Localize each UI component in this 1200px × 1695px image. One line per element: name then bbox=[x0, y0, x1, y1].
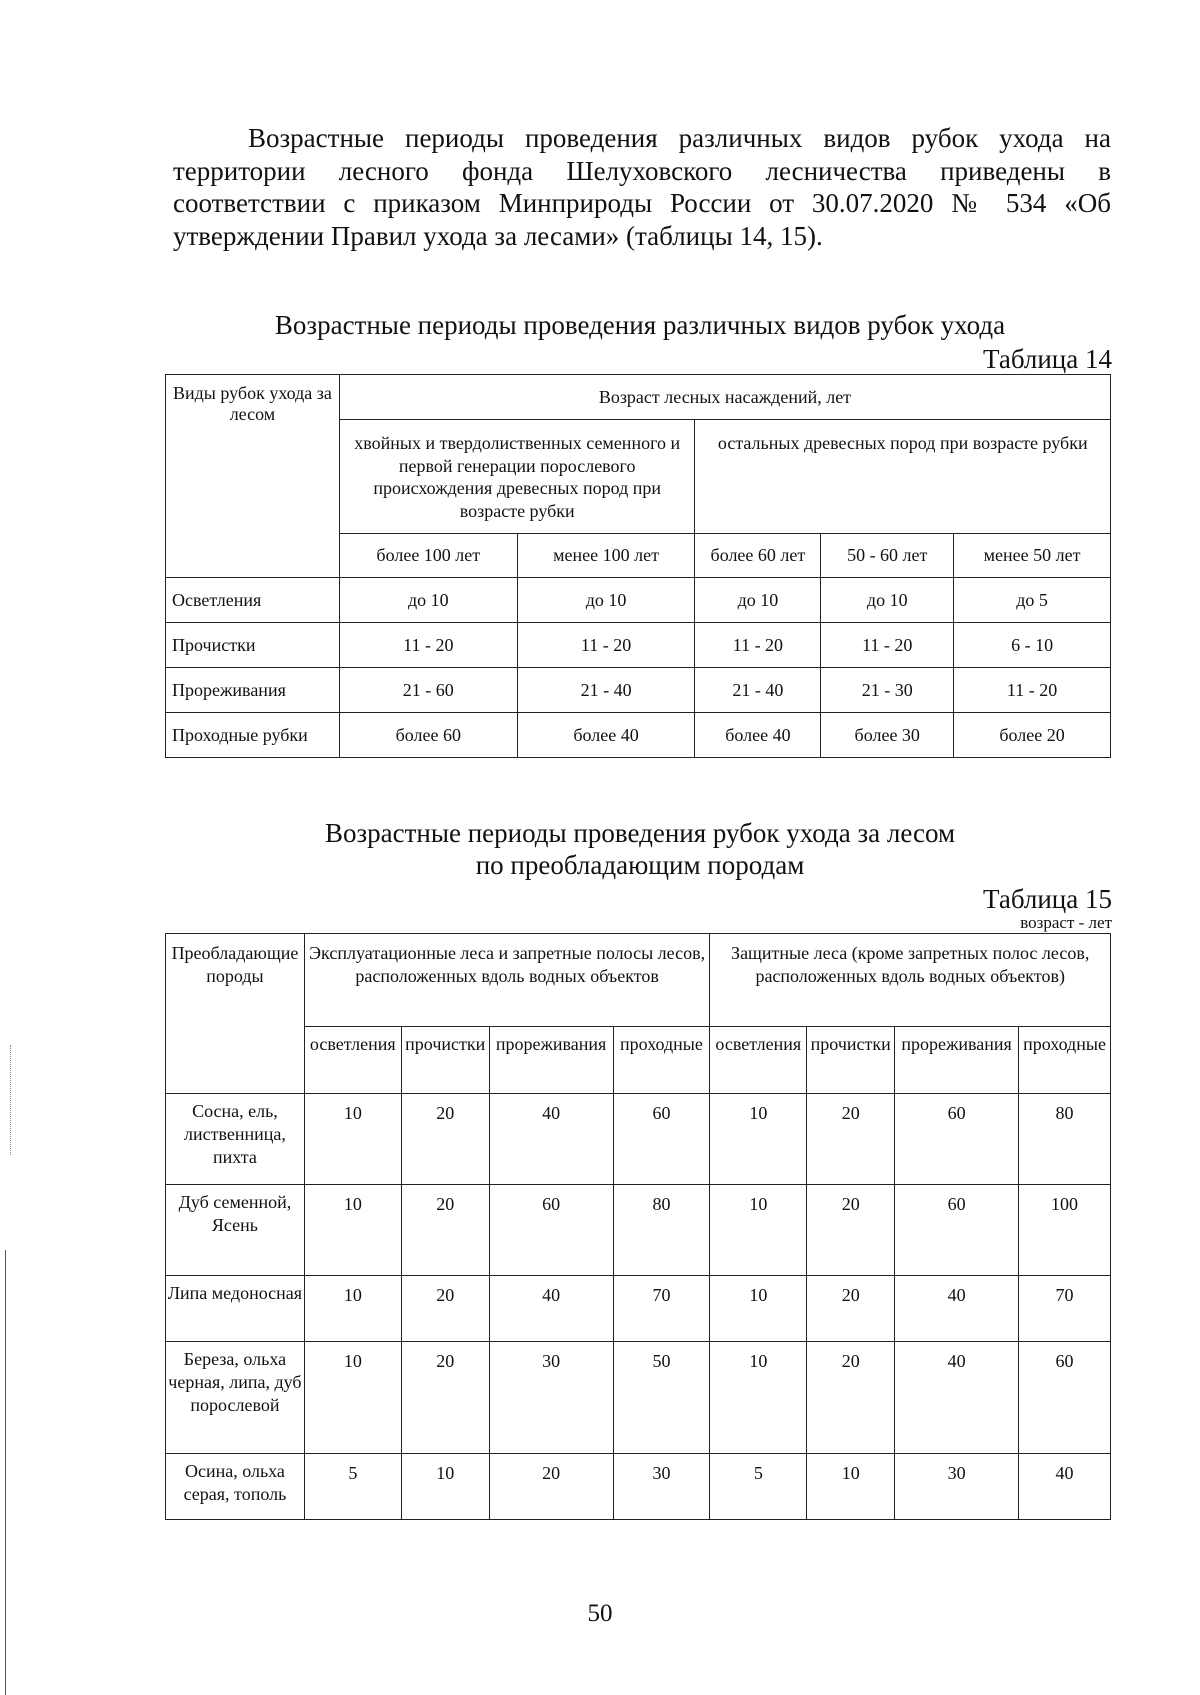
table15-col1-header: Преобладающие породы bbox=[166, 934, 305, 1094]
table14-subheader: менее 50 лет bbox=[954, 534, 1111, 578]
table-cell: 10 bbox=[710, 1185, 807, 1276]
table-cell: 20 bbox=[807, 1342, 895, 1454]
table-cell: 10 bbox=[304, 1094, 401, 1185]
table15-title bbox=[170, 817, 1110, 881]
table15-number: Таблица 15 bbox=[983, 884, 1112, 914]
table15-group1-header: Эксплуатационные леса и запретные полосы лесов, расположенных вдоль водных объектов bbox=[304, 934, 710, 1027]
row-label: Липа медоносная bbox=[166, 1276, 305, 1342]
table-cell: до 10 bbox=[695, 578, 821, 623]
table-cell: 10 bbox=[401, 1454, 489, 1520]
table15-subheader: прочистки bbox=[807, 1027, 895, 1094]
table-cell: 20 bbox=[807, 1094, 895, 1185]
table-cell: 20 bbox=[401, 1185, 489, 1276]
table-row bbox=[166, 1185, 1111, 1276]
table-cell: 20 bbox=[489, 1454, 613, 1520]
table15 bbox=[165, 933, 1111, 1520]
table15-subheader: проходные bbox=[613, 1027, 710, 1094]
table-row bbox=[166, 668, 1111, 713]
table14-title: Возрастные периоды проведения различных видов рубок ухода bbox=[274, 310, 1006, 340]
table-row bbox=[166, 713, 1111, 758]
row-label: Осина, ольха серая, тополь bbox=[166, 1454, 305, 1520]
table15-subheader: осветления bbox=[710, 1027, 807, 1094]
table-cell: 40 bbox=[895, 1342, 1019, 1454]
table-cell: 80 bbox=[1019, 1094, 1111, 1185]
table-cell: 20 bbox=[401, 1342, 489, 1454]
table-cell: 11 - 20 bbox=[954, 668, 1111, 713]
table-cell: 60 bbox=[895, 1094, 1019, 1185]
row-label: Прореживания bbox=[166, 668, 340, 713]
table-cell: 10 bbox=[304, 1276, 401, 1342]
table14-col1-header: Виды рубок ухода за лесом bbox=[166, 375, 340, 578]
table15-subheader: прореживания bbox=[895, 1027, 1019, 1094]
table-cell: 80 bbox=[613, 1185, 710, 1276]
table15-title-line2: по преобладающим породам bbox=[475, 850, 805, 880]
table-cell: до 5 bbox=[954, 578, 1111, 623]
table14-subheader: более 100 лет bbox=[339, 534, 517, 578]
table-row bbox=[166, 1276, 1111, 1342]
table-cell: 5 bbox=[304, 1454, 401, 1520]
table-cell: 70 bbox=[613, 1276, 710, 1342]
table-cell: 30 bbox=[895, 1454, 1019, 1520]
table-cell: 50 bbox=[613, 1342, 710, 1454]
table-cell: до 10 bbox=[339, 578, 517, 623]
row-label: Сосна, ель, лиственница, пихта bbox=[166, 1094, 305, 1185]
row-label: Проходные рубки bbox=[166, 713, 340, 758]
table-cell: 21 - 40 bbox=[517, 668, 695, 713]
scan-margin-line bbox=[5, 1250, 6, 1695]
table-cell: 30 bbox=[613, 1454, 710, 1520]
table-cell: 11 - 20 bbox=[339, 623, 517, 668]
intro-text: Возрастные периоды проведения различных видов рубок ухода на территории лесного фонда Шелуховского лесничества приведены в соответствии с приказом Минприроды России от 30.07.2020 № 534 «Об утверждении Правил ухода за лесами» (таблицы 14, 15). bbox=[173, 123, 1111, 251]
table-cell: 20 bbox=[807, 1276, 895, 1342]
table-cell: 70 bbox=[1019, 1276, 1111, 1342]
table-cell: 60 bbox=[613, 1094, 710, 1185]
table-cell: 21 - 30 bbox=[821, 668, 954, 713]
table-row bbox=[166, 1094, 1111, 1185]
table-cell: 40 bbox=[489, 1276, 613, 1342]
table-cell: 11 - 20 bbox=[695, 623, 821, 668]
table-cell: 11 - 20 bbox=[517, 623, 695, 668]
table14-subheader: 50 - 60 лет bbox=[821, 534, 954, 578]
table14-subheader: менее 100 лет bbox=[517, 534, 695, 578]
table-row bbox=[166, 1454, 1111, 1520]
table-cell: 40 bbox=[1019, 1454, 1111, 1520]
table-row bbox=[166, 623, 1111, 668]
table-cell: 11 - 20 bbox=[821, 623, 954, 668]
table-row bbox=[166, 578, 1111, 623]
table-cell: 21 - 60 bbox=[339, 668, 517, 713]
table-cell: 60 bbox=[1019, 1342, 1111, 1454]
table-cell: 10 bbox=[710, 1276, 807, 1342]
table15-title-line1: Возрастные периоды проведения рубок ухода за лесом bbox=[324, 818, 956, 848]
table-cell: 60 bbox=[489, 1185, 613, 1276]
table15-subheader: прочистки bbox=[401, 1027, 489, 1094]
table-cell: 30 bbox=[489, 1342, 613, 1454]
table-row bbox=[166, 1342, 1111, 1454]
table14 bbox=[165, 374, 1111, 758]
table-cell: 100 bbox=[1019, 1185, 1111, 1276]
table-cell: 21 - 40 bbox=[695, 668, 821, 713]
table-cell: 40 bbox=[895, 1276, 1019, 1342]
table-cell: 40 bbox=[489, 1094, 613, 1185]
table15-group2-header: Защитные леса (кроме запретных полос лесов, расположенных вдоль водных объектов) bbox=[710, 934, 1111, 1027]
row-label: Прочистки bbox=[166, 623, 340, 668]
table-cell: 20 bbox=[401, 1094, 489, 1185]
table14-group1-header: хвойных и твердолиственных семенного и первой генерации порослевого происхождения древесных пород при возрасте рубки bbox=[339, 420, 695, 534]
table-cell: 60 bbox=[895, 1185, 1019, 1276]
table-cell: более 30 bbox=[821, 713, 954, 758]
table14-age-header: Возраст лесных насаждений, лет bbox=[339, 375, 1110, 420]
table14-number: Таблица 14 bbox=[983, 344, 1112, 374]
table15-subheader: проходные bbox=[1019, 1027, 1111, 1094]
row-label: Дуб семенной, Ясень bbox=[166, 1185, 305, 1276]
table-cell: более 60 bbox=[339, 713, 517, 758]
row-label: Осветления bbox=[166, 578, 340, 623]
table-cell: 10 bbox=[710, 1342, 807, 1454]
table14-subheader: более 60 лет bbox=[695, 534, 821, 578]
row-label: Береза, ольха черная, липа, дуб порослевой bbox=[166, 1342, 305, 1454]
table15-unit: возраст - лет bbox=[1020, 913, 1112, 932]
table-cell: более 40 bbox=[695, 713, 821, 758]
intro-paragraph bbox=[173, 122, 1111, 252]
page-number: 50 bbox=[587, 1600, 613, 1627]
table15-subheader: прореживания bbox=[489, 1027, 613, 1094]
table-cell: 10 bbox=[304, 1342, 401, 1454]
table-cell: 10 bbox=[710, 1094, 807, 1185]
table-cell: 10 bbox=[807, 1454, 895, 1520]
table15-subheader: осветления bbox=[304, 1027, 401, 1094]
table-cell: более 40 bbox=[517, 713, 695, 758]
scan-margin-dots bbox=[10, 1045, 12, 1155]
table-cell: 5 bbox=[710, 1454, 807, 1520]
table14-group2-header: остальных древесных пород при возрасте рубки bbox=[695, 420, 1111, 534]
table-cell: более 20 bbox=[954, 713, 1111, 758]
table-cell: 6 - 10 bbox=[954, 623, 1111, 668]
table-cell: до 10 bbox=[517, 578, 695, 623]
table-cell: до 10 bbox=[821, 578, 954, 623]
table-cell: 20 bbox=[401, 1276, 489, 1342]
table-cell: 10 bbox=[304, 1185, 401, 1276]
table-cell: 20 bbox=[807, 1185, 895, 1276]
